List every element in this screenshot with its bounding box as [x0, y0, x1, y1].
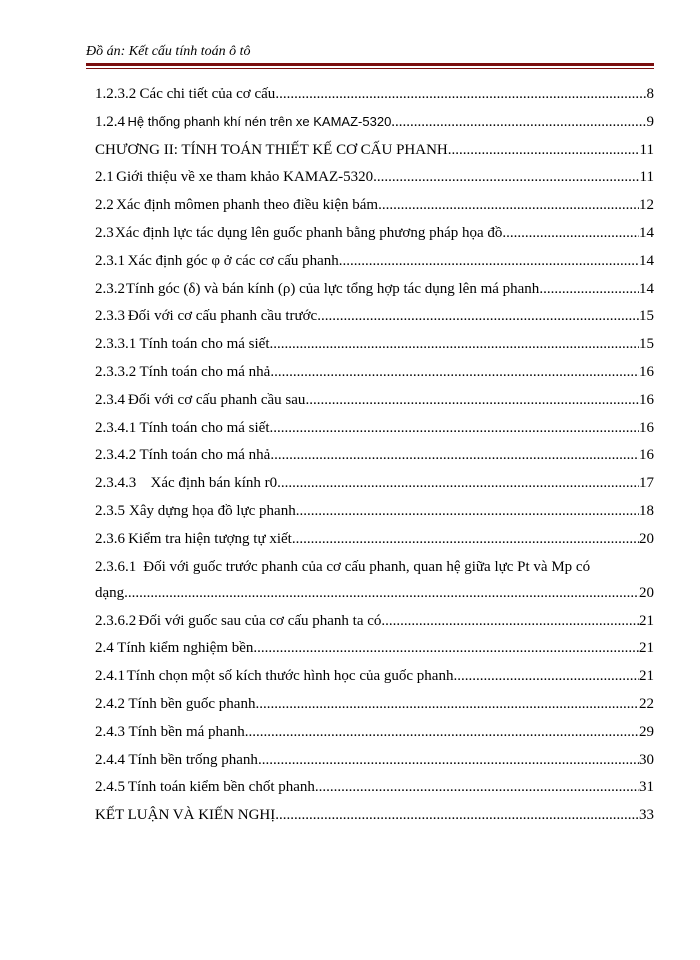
- toc-entry-title: Tính toán cho má siết: [139, 336, 270, 353]
- toc-entry[interactable]: [95, 197, 654, 225]
- toc-entry[interactable]: [95, 447, 654, 475]
- toc-leader-dots: [269, 336, 639, 353]
- toc-entry-title: Đối với cơ cấu phanh cầu sau: [127, 391, 306, 408]
- toc-entry-number: 2.3.4.1: [95, 419, 137, 436]
- toc-entry[interactable]: [95, 420, 654, 448]
- toc-entry-page: 16: [639, 419, 654, 436]
- toc-entry-title: KẾT LUẬN VÀ KIẾN NGHỊ: [95, 807, 276, 824]
- toc-entry-title: Đối với cơ cấu phanh cầu trước: [127, 308, 318, 325]
- toc-leader-dots: [275, 807, 639, 824]
- toc-entry-number: 2.3.4.3: [95, 475, 137, 492]
- toc-leader-dots: [448, 142, 640, 159]
- toc-leader-dots: [539, 281, 639, 298]
- toc-entry-number: 2.3.3.2: [95, 363, 137, 380]
- toc-entry[interactable]: [95, 475, 654, 503]
- toc-entry-title: Xác định bán kính r0: [150, 475, 278, 492]
- toc-entry-title: Tính toán cho má nhả: [139, 363, 271, 380]
- toc-entry[interactable]: [95, 668, 654, 696]
- toc-entry-title: CHƯƠNG II: TÍNH TOÁN THIẾT KẾ CƠ CẤU PHANH: [95, 141, 448, 158]
- toc-entry-page: 12: [639, 197, 654, 214]
- toc-leader-dots: [124, 585, 639, 602]
- toc-entry[interactable]: [95, 336, 654, 364]
- toc-entry-number: 2.3.3: [95, 308, 125, 325]
- toc-leader-dots: [270, 364, 639, 381]
- toc-leader-dots: [269, 420, 639, 437]
- toc-entry-number: 2.3: [95, 224, 114, 241]
- toc-leader-dots: [245, 724, 639, 741]
- toc-entry-number: 2.3.6.1: [95, 558, 137, 575]
- toc-leader-dots: [315, 779, 639, 796]
- toc-entry[interactable]: [95, 640, 654, 668]
- toc-entry[interactable]: [95, 392, 654, 420]
- toc-leader-dots: [253, 640, 639, 657]
- toc-entry[interactable]: [95, 169, 654, 197]
- toc-entry-page: 14: [639, 252, 654, 269]
- header-rule-thin: [86, 68, 654, 69]
- toc-entry-page: 31: [639, 779, 654, 796]
- toc-entry-title: Tính toán cho má siết: [139, 419, 270, 436]
- table-of-contents: [95, 86, 654, 835]
- toc-leader-dots: [277, 475, 639, 492]
- toc-entry-number: 2.4: [95, 640, 114, 657]
- toc-entry-page: 20: [639, 530, 654, 547]
- toc-entry-page: 33: [639, 807, 654, 824]
- toc-entry-page: 21: [639, 640, 654, 657]
- toc-leader-dots: [391, 114, 646, 131]
- toc-entry-number: 2.3.6: [95, 530, 125, 547]
- toc-leader-dots: [453, 668, 639, 685]
- toc-entry-page: 15: [639, 308, 654, 325]
- toc-entry-number: 2.3.5: [95, 502, 125, 519]
- toc-entry-title: Tính góc (δ) và bán kính (ρ) của lực tổng hợp tác dụng lên má phanh: [125, 280, 540, 297]
- toc-entry-page: 29: [639, 723, 654, 740]
- toc-entry-page: 14: [639, 224, 654, 241]
- toc-leader-dots: [275, 86, 646, 103]
- toc-entry-title: Các chi tiết của cơ cấu: [139, 86, 276, 102]
- toc-entry[interactable]: [95, 86, 654, 114]
- toc-entry[interactable]: [95, 613, 654, 641]
- toc-entry-title: Kiểm tra hiện tượng tự xiết: [128, 530, 292, 547]
- toc-entry-title: Tính chọn một số kích thước hình học của guốc phanh: [126, 668, 454, 685]
- toc-entry-title: Tính bền guốc phanh: [128, 695, 256, 712]
- toc-entry-chapter[interactable]: [95, 142, 654, 170]
- toc-entry-page: 20: [639, 584, 654, 601]
- toc-entry-page: 30: [639, 751, 654, 768]
- toc-leader-dots: [339, 253, 639, 270]
- toc-entry-page: 8: [646, 86, 654, 102]
- toc-entry-page: 14: [639, 280, 654, 297]
- toc-entry[interactable]: [95, 114, 654, 142]
- toc-entry-page: 16: [639, 447, 654, 464]
- toc-entry-page: 17: [639, 475, 654, 492]
- toc-entry-page: 18: [639, 502, 654, 519]
- toc-entry[interactable]: [95, 503, 654, 531]
- toc-entry-multiline[interactable]: [95, 559, 654, 613]
- toc-leader-dots: [296, 503, 639, 520]
- toc-entry-number: 2.1: [95, 169, 114, 186]
- toc-entry-title: Tính toán kiểm bền chốt phanh: [127, 779, 315, 796]
- toc-entry-number: 2.3.3.1: [95, 336, 137, 353]
- toc-entry-title: Xác định mômen phanh theo điều kiện bám: [116, 197, 379, 214]
- toc-leader-dots: [305, 392, 639, 409]
- toc-entry-page: 21: [639, 668, 654, 685]
- toc-entry[interactable]: [95, 281, 654, 309]
- toc-entry[interactable]: [95, 752, 654, 780]
- toc-entry-number: 1.2.3.2: [95, 86, 137, 102]
- toc-leader-dots: [270, 447, 639, 464]
- toc-entry-page: 22: [639, 695, 654, 712]
- toc-leader-dots: [292, 531, 639, 548]
- toc-leader-dots: [258, 752, 639, 769]
- toc-entry-page: 21: [639, 612, 654, 629]
- toc-leader-dots: [381, 613, 639, 630]
- toc-entry-chapter[interactable]: [95, 807, 654, 835]
- toc-entry-number: 2.3.1: [95, 252, 125, 269]
- toc-leader-dots: [373, 169, 639, 186]
- toc-entry-title: Đối với guốc trước phanh của cơ cấu phanh, quan hệ giữa lực Pt và Mp có: [143, 558, 591, 575]
- toc-entry-page: 15: [639, 336, 654, 353]
- toc-entry-title: Tính bền trống phanh: [128, 751, 258, 768]
- toc-entry[interactable]: [95, 696, 654, 724]
- toc-entry-number: 2.4.5: [95, 779, 125, 796]
- toc-entry-page: 16: [639, 363, 654, 380]
- toc-leader-dots: [502, 225, 639, 242]
- toc-entry-title: Tính kiểm nghiệm bền: [117, 640, 254, 657]
- toc-entry-number: 2.3.2: [95, 280, 125, 297]
- toc-entry-number: 2.4.1: [95, 668, 125, 685]
- toc-entry-page: 11: [639, 169, 654, 186]
- toc-entry-title: Hệ thống phanh khí nén trên xe KAMAZ-5320: [127, 113, 392, 129]
- toc-entry-number: 1.2.4: [95, 113, 125, 130]
- page-header-title: Đồ án: Kết cấu tính toán ô tô: [86, 44, 251, 59]
- toc-leader-dots: [378, 197, 639, 214]
- toc-entry-number: 2.4.2: [95, 695, 125, 712]
- toc-entry-title: Tính bền má phanh: [128, 723, 245, 740]
- toc-entry[interactable]: [95, 531, 654, 559]
- toc-entry-title-continued: dạng: [95, 584, 125, 601]
- toc-entry-title: Tính toán cho má nhả: [139, 447, 271, 464]
- toc-entry[interactable]: [95, 724, 654, 752]
- toc-entry-page: 9: [646, 113, 654, 130]
- toc-entry-number: 2.4.3: [95, 723, 125, 740]
- toc-entry[interactable]: [95, 364, 654, 392]
- toc-entry-number: 2.4.4: [95, 751, 125, 768]
- toc-leader-dots: [317, 308, 639, 325]
- toc-leader-dots: [255, 696, 639, 713]
- toc-entry[interactable]: [95, 225, 654, 253]
- header-rule-thick: [86, 63, 654, 66]
- toc-entry-title: Xác định lực tác dụng lên guốc phanh bằng phương pháp họa đồ: [114, 224, 503, 241]
- toc-entry-page: 11: [639, 141, 654, 158]
- toc-entry-title: Xác định góc φ ở các cơ cấu phanh: [127, 252, 339, 269]
- toc-entry-title: Giới thiệu về xe tham khảo KAMAZ-5320: [116, 169, 374, 186]
- toc-entry-number: 2.3.4.2: [95, 447, 137, 464]
- toc-entry-title: Đối với guốc sau của cơ cấu phanh ta có: [138, 612, 382, 629]
- toc-entry[interactable]: [95, 253, 654, 281]
- toc-entry-page: 16: [639, 391, 654, 408]
- toc-entry[interactable]: [95, 779, 654, 807]
- toc-entry-number: 2.3.6.2: [95, 612, 137, 629]
- toc-entry-title: Xây dựng họa đồ lực phanh: [129, 502, 296, 519]
- toc-entry-number: 2.2: [95, 197, 114, 214]
- toc-entry[interactable]: [95, 308, 654, 336]
- toc-entry-number: 2.3.4: [95, 391, 125, 408]
